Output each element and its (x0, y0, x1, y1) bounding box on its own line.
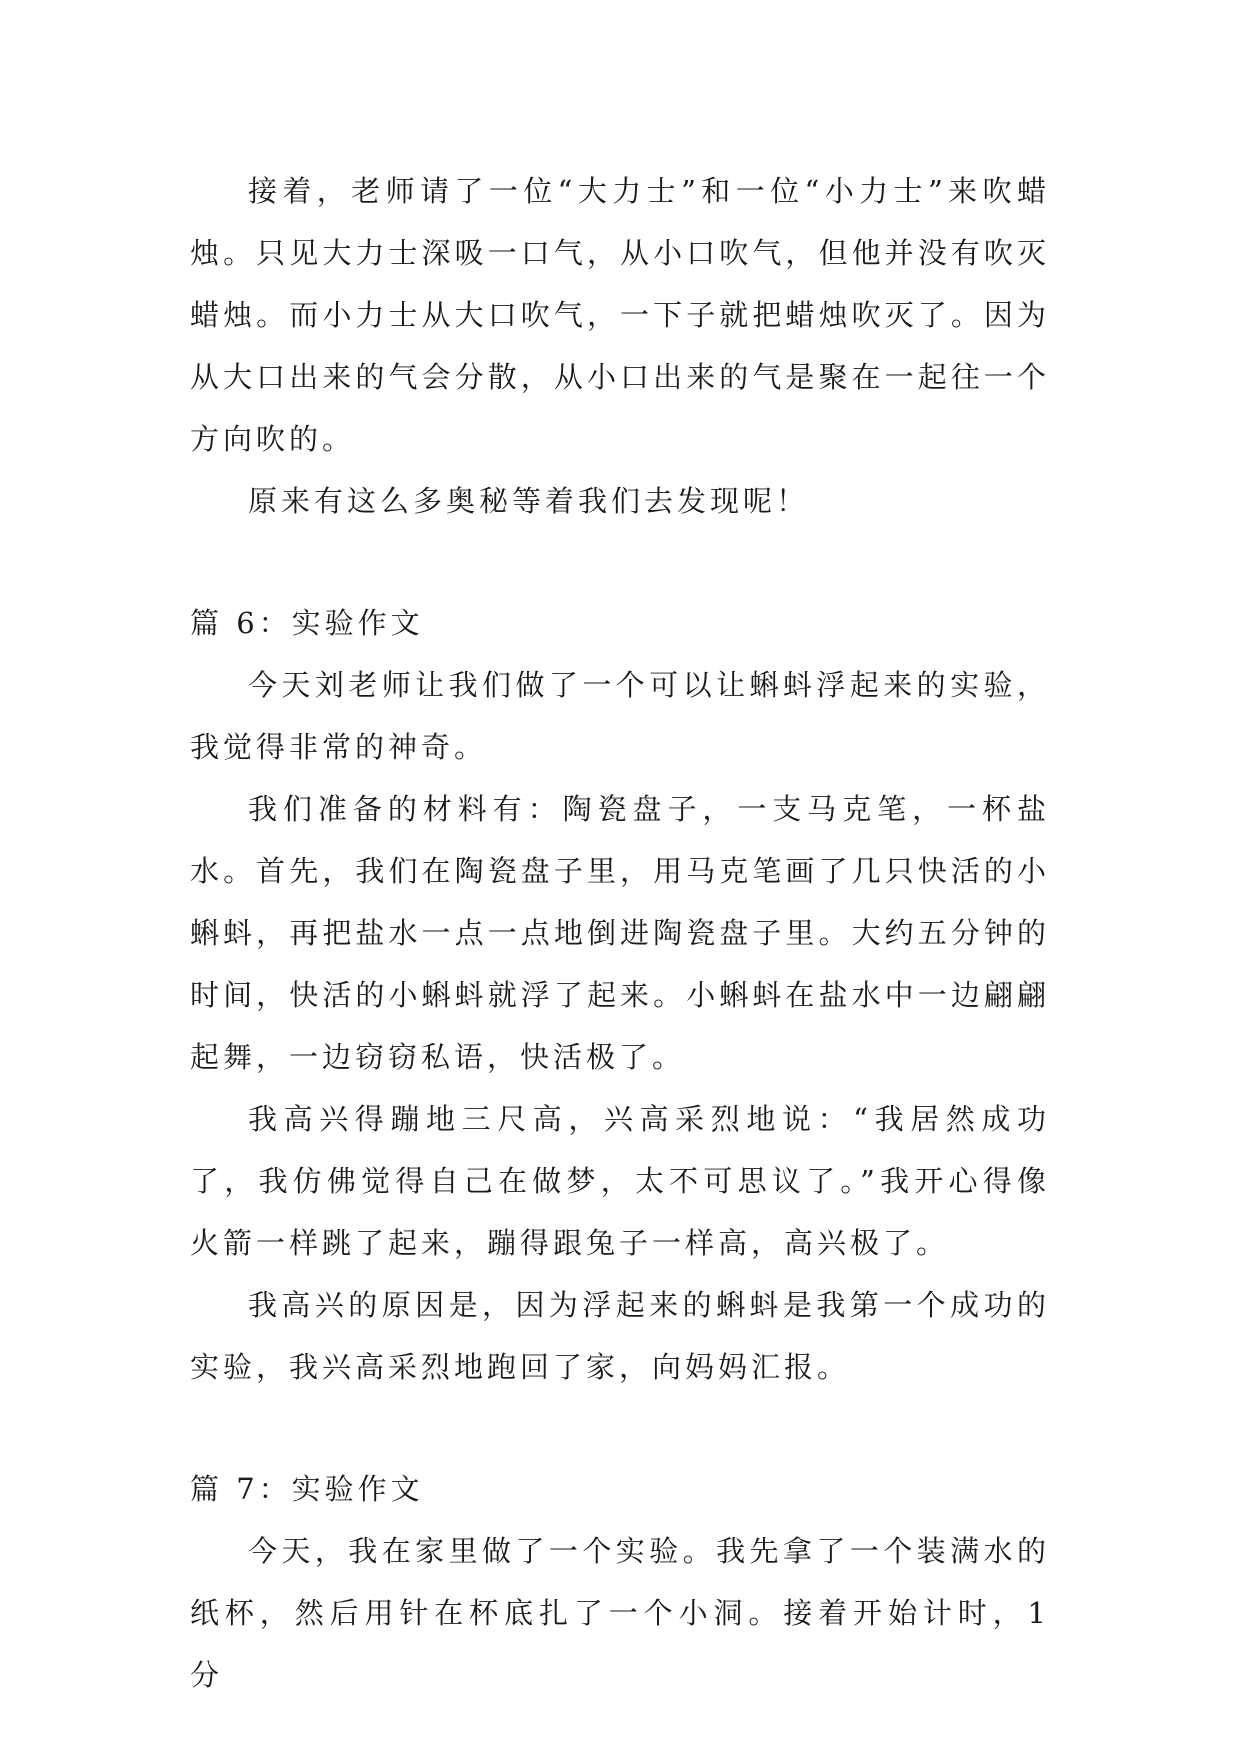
paragraph: 我高兴的原因是，因为浮起来的蝌蚪是我第一个成功的实验，我兴高采烈地跑回了家，向妈妈汇报。 (190, 1288, 1050, 1384)
paragraph: 我们准备的材料有：陶瓷盘子，一支马克笔，一杯盐水。首先，我们在陶瓷盘子里，用马克笔画了几只快活的小蝌蚪，再把盐水一点一点地倒进陶瓷盘子里。大约五分钟的时间，快活的小蝌蚪就浮了起来。小蝌蚪在盐水中一边翩翩起舞，一边窃窃私语，快活极了。 (190, 792, 1050, 1074)
section-title: 篇 7：实验作文 (190, 1472, 424, 1506)
paragraph: 今天刘老师让我们做了一个可以让蝌蚪浮起来的实验，我觉得非常的神奇。 (190, 668, 1050, 764)
paragraph: 今天，我在家里做了一个实验。我先拿了一个装满水的纸杯，然后用针在杯底扎了一个小洞。接着开始计时，1 分 (190, 1534, 1050, 1692)
paragraph: 我高兴得蹦地三尺高，兴高采烈地说：“我居然成功了，我仿佛觉得自己在做梦，太不可思议了。”我开心得像火箭一样跳了起来，蹦得跟兔子一样高，高兴极了。 (190, 1102, 1050, 1260)
paragraph: 原来有这么多奥秘等着我们去发现呢！ (248, 484, 810, 518)
section-gap (190, 1398, 1050, 1458)
paragraph: 接着，老师请了一位“大力士”和一位“小力士”来吹蜡烛。只见大力士深吸一口气，从小口吹气，但他并没有吹灭蜡烛。而小力士从大口吹气，一下子就把蜡烛吹灭了。因为从大口出来的气会分散，从小口出来的气是聚在一起往一个方向吹的。 (190, 174, 1050, 456)
section-title: 篇 6：实验作文 (190, 606, 424, 640)
document-page (190, 160, 1050, 1706)
section-gap (190, 532, 1050, 592)
